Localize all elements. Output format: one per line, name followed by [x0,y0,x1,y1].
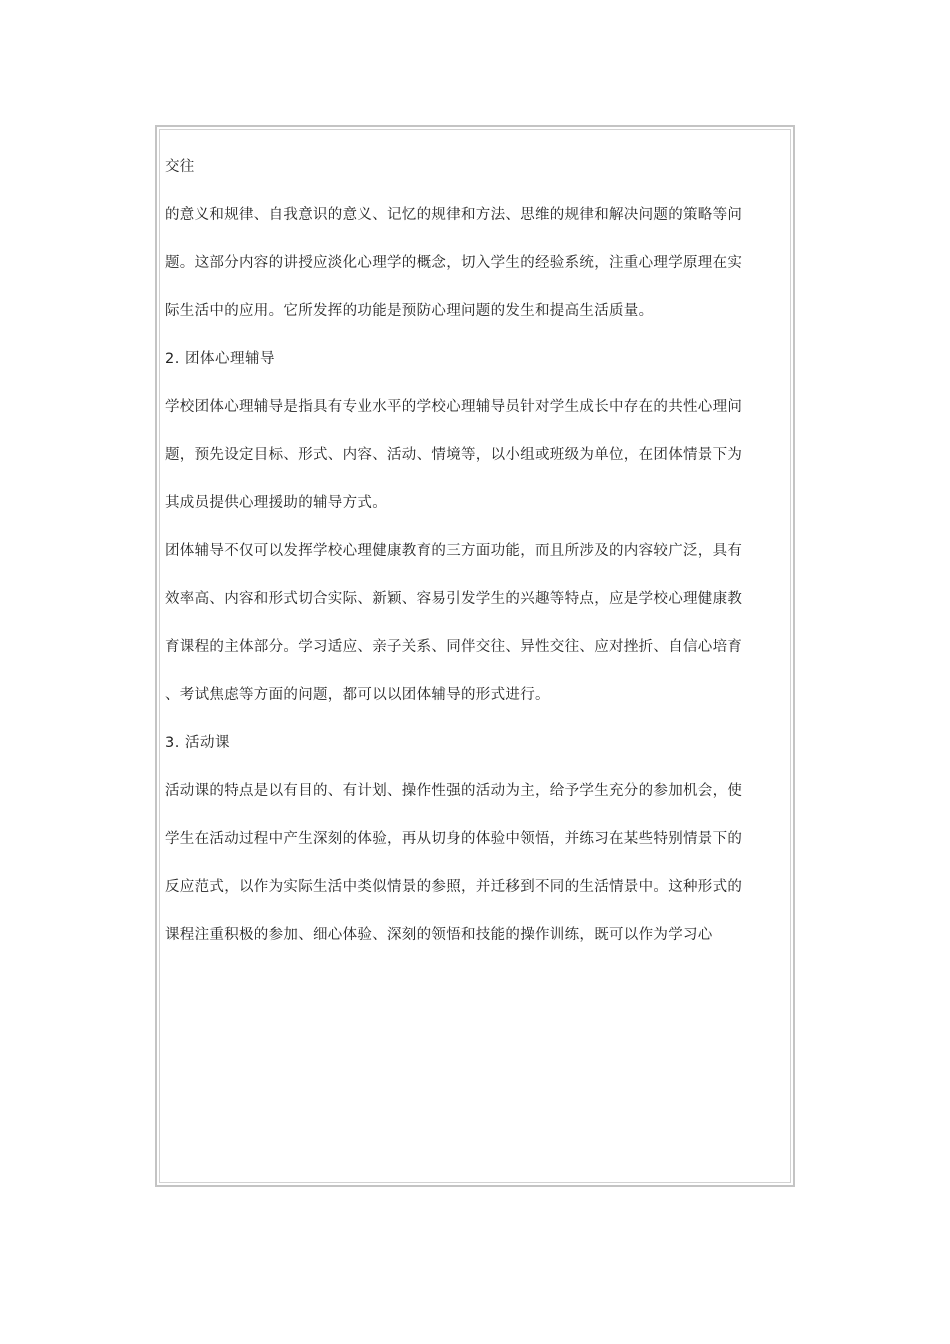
paragraph: 的意义和规律、自我意识的意义、记忆的规律和方法、思维的规律和解决问题的策略等问 [165,207,743,223]
paragraph: 际生活中的应用。它所发挥的功能是预防心理问题的发生和提高生活质量。 [165,303,654,319]
paragraph: 育课程的主体部分。学习适应、亲子关系、同伴交往、异性交往、应对挫折、自信心培育 [165,639,743,655]
paragraph: 效率高、内容和形式切合实际、新颖、容易引发学生的兴趣等特点，应是学校心理健康教 [165,591,743,607]
paragraph: 其成员提供心理援助的辅导方式。 [165,495,387,511]
section-heading-group-counseling: 2. 团体心理辅导 [165,351,275,367]
paragraph: 题。这部分内容的讲授应淡化心理学的概念，切入学生的经验系统，注重心理学原理在实 [165,255,743,271]
paragraph: 课程注重积极的参加、细心体验、深刻的领悟和技能的操作训练，既可以作为学习心 [165,927,713,943]
paragraph: 交往 [165,159,195,175]
paragraph: 学生在活动过程中产生深刻的体验，再从切身的体验中领悟，并练习在某些特别情景下的 [165,831,743,847]
paragraph: 题，预先设定目标、形式、内容、活动、情境等，以小组或班级为单位，在团体情景下为 [165,447,743,463]
document-inner-border [159,129,791,1183]
paragraph: 学校团体心理辅导是指具有专业水平的学校心理辅导员针对学生成长中存在的共性心理问 [165,399,743,415]
paragraph: 反应范式，以作为实际生活中类似情景的参照，并迁移到不同的生活情景中。这种形式的 [165,879,743,895]
document-body [165,155,788,971]
paragraph: 活动课的特点是以有目的、有计划、操作性强的活动为主，给予学生充分的参加机会，使 [165,783,743,799]
paragraph: 团体辅导不仅可以发挥学校心理健康教育的三方面功能，而且所涉及的内容较广泛，具有 [165,543,743,559]
document-frame [155,125,795,1187]
paragraph: 、考试焦虑等方面的问题，都可以以团体辅导的形式进行。 [165,687,550,703]
section-heading-activity-class: 3. 活动课 [165,735,230,751]
